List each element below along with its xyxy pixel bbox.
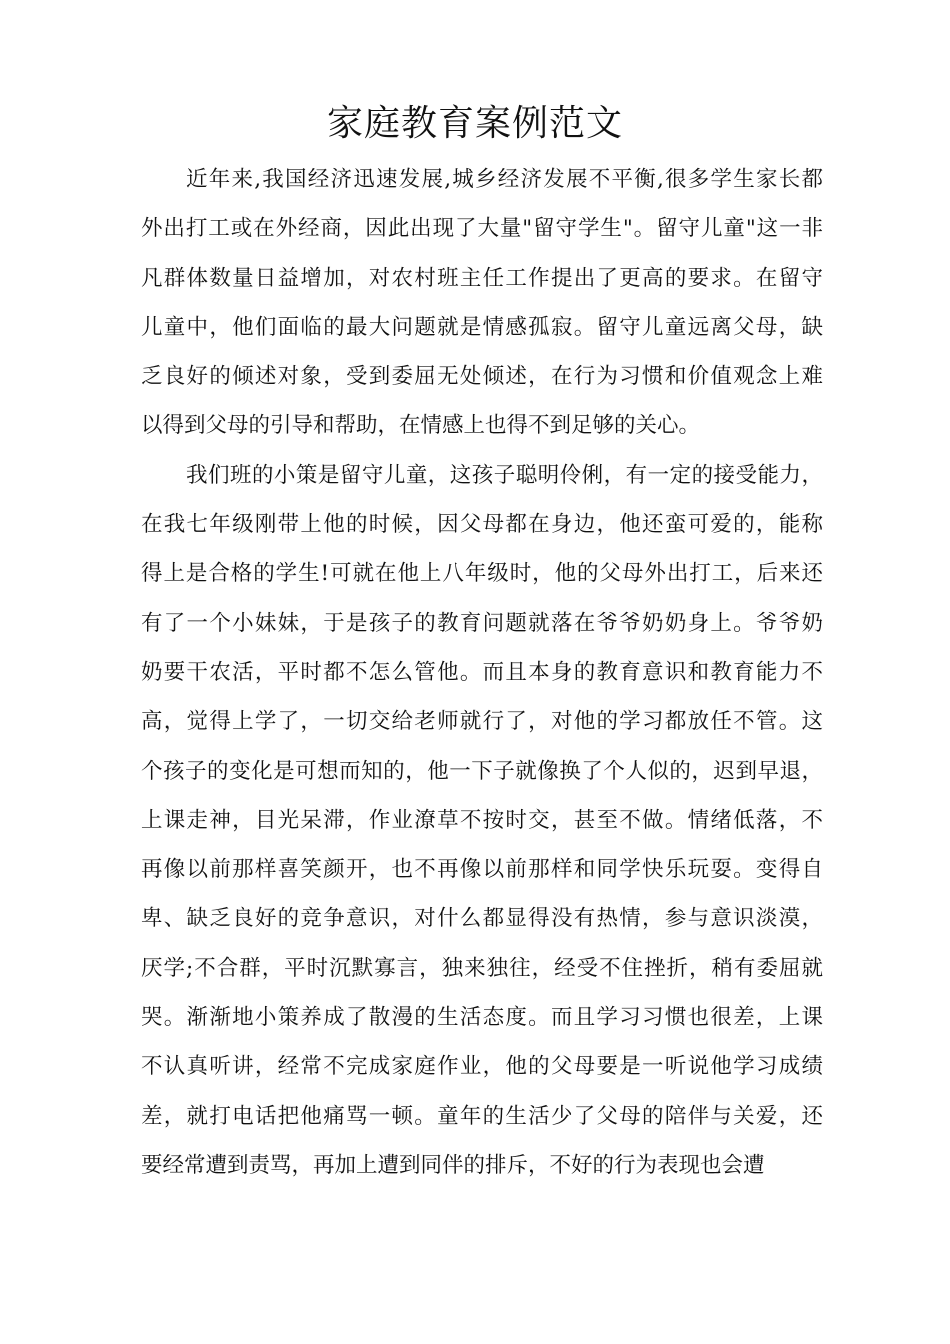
text-line: 乏良好的倾述对象，受到委屈无处倾述，在行为习惯和价值观念上难 — [141, 364, 823, 390]
text-line: 奶要干农活，平时都不怎么管他。而且本身的教育意识和教育能力不 — [141, 659, 823, 685]
text-line: 近年来,我国经济迅速发展,城乡经济发展不平衡,很多学生家长都 — [186, 167, 823, 192]
text-line: 再像以前那样喜笑颜开，也不再像以前那样和同学快乐玩耍。变得自 — [141, 857, 823, 883]
text-line: 厌学;不合群，平时沉默寡言，独来独往，经受不住挫折，稍有委屈就 — [141, 955, 823, 981]
text-line: 外出打工或在外经商，因此出现了大量"留守学生"。留守儿童"这一非 — [141, 216, 823, 242]
text-line: 儿童中，他们面临的最大问题就是情感孤寂。留守儿童远离父母，缺 — [141, 314, 823, 340]
text-line: 在我七年级刚带上他的时候，因父母都在身边，他还蛮可爱的，能称 — [141, 512, 823, 538]
text-line: 哭。渐渐地小策养成了散漫的生活态度。而且学习习惯也很差，上课 — [141, 1005, 823, 1031]
text-line: 凡群体数量日益增加，对农村班主任工作提出了更高的要求。在留守 — [141, 265, 823, 291]
text-line: 要经常遭到责骂，再加上遭到同伴的排斥，不好的行为表现也会遭 — [141, 1152, 765, 1178]
text-line: 个孩子的变化是可想而知的，他一下子就像换了个人似的，迟到早退， — [141, 758, 823, 784]
text-line: 以得到父母的引导和帮助，在情感上也得不到足够的关心。 — [141, 413, 701, 439]
document-title: 家庭教育案例范文 — [326, 103, 623, 144]
text-line: 我们班的小策是留守儿童，这孩子聪明伶俐，有一定的接受能力， — [186, 462, 823, 488]
text-line: 高，觉得上学了，一切交给老师就行了，对他的学习都放任不管。这 — [141, 709, 823, 735]
text-line: 上课走神，目光呆滞，作业潦草不按时交，甚至不做。情绪低落，不 — [141, 807, 823, 833]
text-line: 差，就打电话把他痛骂一顿。童年的生活少了父母的陪伴与关爱，还 — [141, 1103, 823, 1129]
text-line: 得上是合格的学生!可就在他上八年级时，他的父母外出打工，后来还 — [141, 561, 823, 587]
text-line: 不认真听讲，经常不完成家庭作业，他的父母要是一听说他学习成绩 — [141, 1054, 823, 1080]
text-line: 卑、缺乏良好的竞争意识，对什么都显得没有热情，参与意识淡漠， — [141, 906, 823, 932]
paragraph-2 — [141, 451, 823, 1190]
text-line: 有了一个小妹妹，于是孩子的教育问题就落在爷爷奶奶身上。爷爷奶 — [141, 610, 823, 636]
document-body — [141, 155, 823, 1190]
paragraph-1 — [141, 155, 823, 451]
